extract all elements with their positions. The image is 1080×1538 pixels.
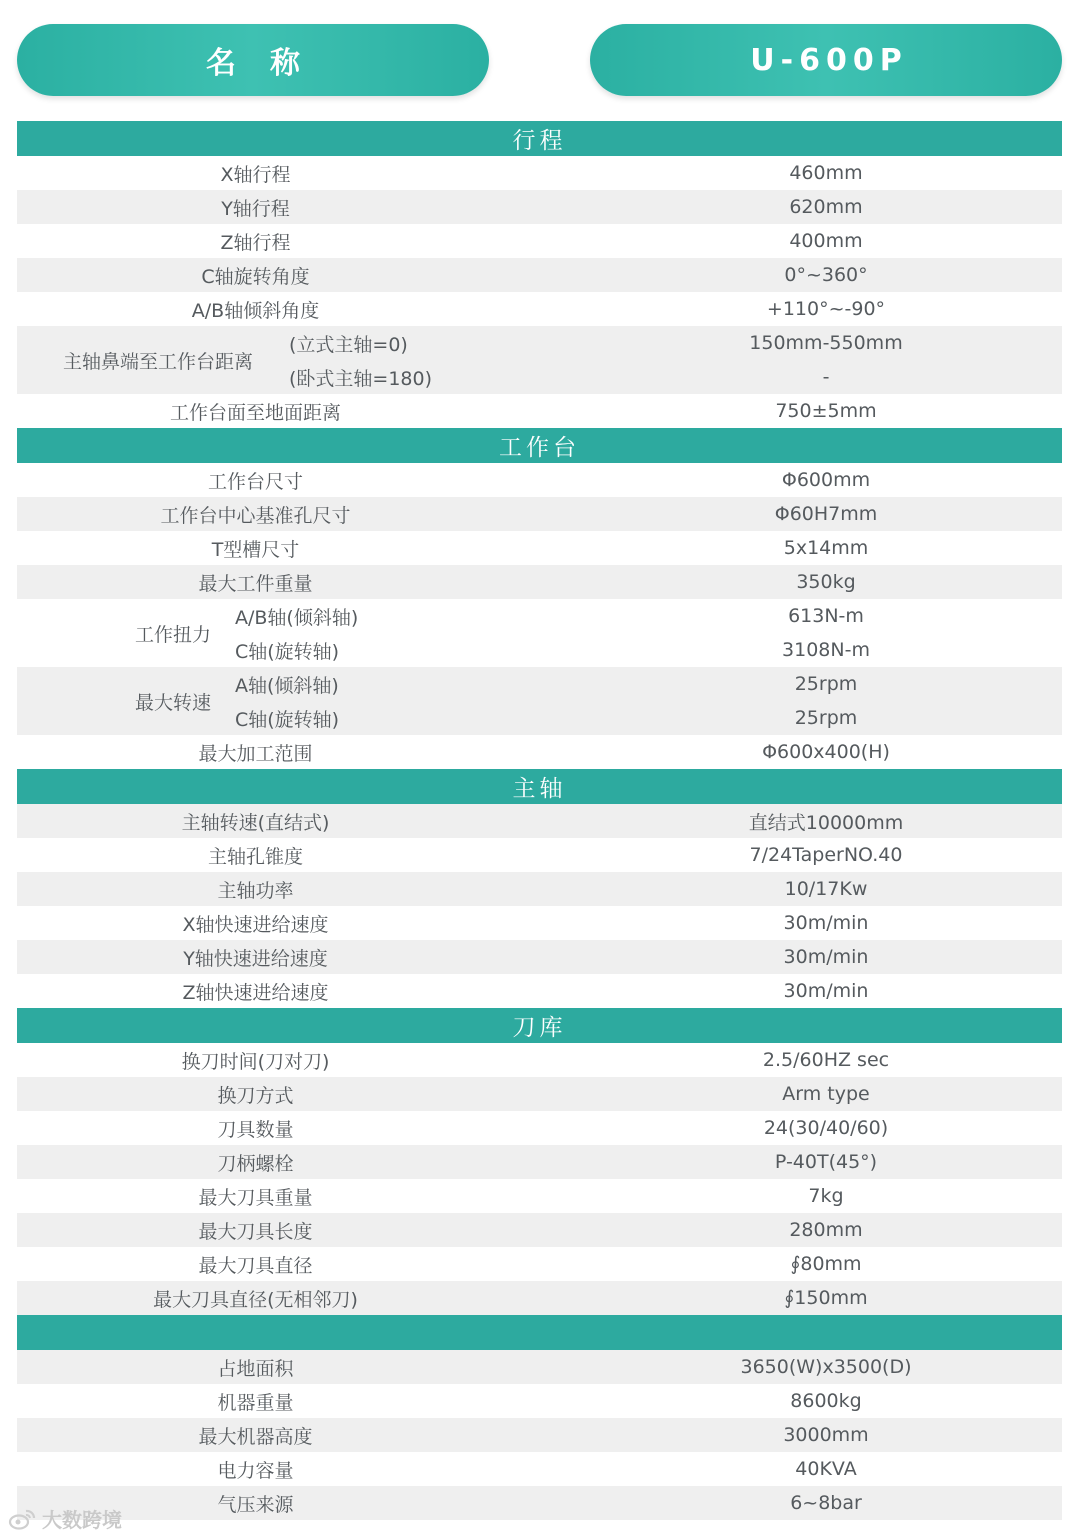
- section-header-travel: 行程: [17, 121, 1062, 156]
- spec-value: 613N-m: [788, 605, 864, 627]
- spec-value: +110°~-90°: [766, 298, 886, 320]
- name-label: 名称: [206, 46, 334, 81]
- spec-row: [17, 565, 1062, 599]
- spec-row: [17, 1111, 1062, 1145]
- spec-value: 750±5mm: [775, 400, 877, 422]
- spec-label: 主轴转速(直结式): [181, 811, 330, 834]
- spec-value: 25rpm: [794, 707, 858, 729]
- spec-row: [17, 394, 1062, 428]
- spec-label: 气压来源: [217, 1493, 294, 1516]
- spec-label: X轴快速进给速度: [182, 913, 329, 936]
- spec-row: [17, 156, 1062, 190]
- spec-value: Φ600x400(H): [762, 741, 890, 763]
- spec-value: 400mm: [789, 230, 863, 252]
- weibo-logo-icon: [8, 1507, 38, 1531]
- spec-value: 3650(W)x3500(D): [740, 1356, 912, 1378]
- spec-value: Φ60H7mm: [774, 503, 878, 525]
- spec-value: 8600kg: [790, 1390, 862, 1412]
- spec-label: 最大刀具长度: [198, 1220, 313, 1243]
- spec-label: A/B轴倾斜角度: [191, 299, 320, 322]
- spec-value: 25rpm: [794, 673, 858, 695]
- section-header-worktable: 工作台: [17, 428, 1062, 463]
- spec-row: [17, 804, 1062, 838]
- spec-label: 最大工件重量: [198, 572, 313, 595]
- spec-value: 3000mm: [783, 1424, 869, 1446]
- spec-label: 主轴功率: [217, 879, 294, 902]
- spec-row: [17, 497, 1062, 531]
- spec-row: [17, 224, 1062, 258]
- spec-row: [17, 1452, 1062, 1486]
- spec-label: 机器重量: [217, 1391, 294, 1414]
- spec-row: [17, 190, 1062, 224]
- spec-row: [17, 735, 1062, 769]
- spec-value: Arm type: [782, 1083, 870, 1105]
- spec-value: 6~8bar: [790, 1492, 862, 1514]
- spec-label: 工作台面至地面距离: [169, 401, 341, 424]
- spec-label: 刀具数量: [217, 1118, 294, 1141]
- spec-value: Φ600mm: [781, 469, 871, 491]
- spec-row: [17, 1247, 1062, 1281]
- group-sub-label: A/B轴(倾斜轴): [235, 606, 359, 629]
- watermark-text: 大数跨境: [42, 1508, 122, 1532]
- spec-group-spindle-nose: [17, 326, 1062, 394]
- spec-row: [17, 1350, 1062, 1384]
- spec-value: 5x14mm: [783, 537, 869, 559]
- spec-row: [17, 1179, 1062, 1213]
- spec-label: 最大刀具重量: [198, 1186, 313, 1209]
- spec-label: 工作台尺寸: [207, 470, 303, 493]
- group-sub-label: A轴(倾斜轴): [235, 674, 339, 697]
- watermark: [8, 1504, 122, 1533]
- spec-value: 3108N-m: [782, 639, 870, 661]
- spec-label: 最大机器高度: [198, 1425, 313, 1448]
- spec-value: 460mm: [789, 162, 863, 184]
- spec-row: [17, 1281, 1062, 1315]
- spec-row: [17, 258, 1062, 292]
- spec-row: [17, 1145, 1062, 1179]
- spec-row: [17, 1418, 1062, 1452]
- spec-value: -: [822, 366, 830, 388]
- spec-row: [17, 1486, 1062, 1520]
- spec-value: 40KVA: [795, 1458, 857, 1480]
- spec-row: [17, 906, 1062, 940]
- group-sub-label: (立式主轴=0): [289, 333, 408, 356]
- spec-label: 刀柄螺栓: [217, 1152, 294, 1175]
- spec-label: 最大刀具直径(无相邻刀): [153, 1288, 358, 1311]
- spec-label: Z轴快速进给速度: [182, 981, 329, 1004]
- group-label: 最大转速: [135, 691, 212, 714]
- spec-label: 最大刀具直径: [198, 1254, 313, 1277]
- model-header-pill: [590, 24, 1062, 96]
- spec-label: X轴行程: [220, 163, 291, 186]
- spec-row: [17, 1043, 1062, 1077]
- spec-value: 30m/min: [783, 912, 869, 934]
- spec-row: [17, 1077, 1062, 1111]
- spec-row: [17, 531, 1062, 565]
- spec-label: T型槽尺寸: [211, 538, 300, 561]
- model-label: U-600P: [750, 42, 908, 78]
- spec-value: 30m/min: [783, 980, 869, 1002]
- spec-label: 电力容量: [217, 1459, 294, 1482]
- spec-value: 150mm-550mm: [749, 332, 903, 354]
- group-sub-label: C轴(旋转轴): [235, 640, 340, 663]
- spec-label: 换刀方式: [217, 1084, 294, 1107]
- spec-group-max-speed: [17, 667, 1062, 735]
- spec-value: 350kg: [796, 571, 856, 593]
- spec-row: [17, 940, 1062, 974]
- group-sub-label: (卧式主轴=180): [289, 367, 433, 390]
- spec-label: 占地面积: [217, 1357, 294, 1380]
- spec-value: 24(30/40/60): [763, 1117, 889, 1139]
- spec-value: 620mm: [789, 196, 863, 218]
- section-header-machine: [17, 1315, 1062, 1350]
- spec-label: 工作台中心基准孔尺寸: [160, 504, 351, 527]
- spec-group-torque: [17, 599, 1062, 667]
- group-sub-label: C轴(旋转轴): [235, 708, 340, 731]
- spec-value: ∮150mm: [784, 1287, 868, 1309]
- spec-value: 7/24TaperNO.40: [749, 844, 903, 866]
- group-label: 主轴鼻端至工作台距离: [63, 350, 254, 373]
- spec-row: [17, 1213, 1062, 1247]
- spec-label: 主轴孔锥度: [207, 845, 303, 868]
- spec-value: 30m/min: [783, 946, 869, 968]
- spec-value: 2.5/60HZ sec: [762, 1049, 890, 1071]
- spec-label: Y轴快速进给速度: [183, 947, 328, 970]
- spec-value: ∮80mm: [790, 1253, 862, 1275]
- spec-label: Z轴行程: [220, 231, 291, 254]
- spec-label: Y轴行程: [221, 197, 290, 220]
- section-header-magazine: 刀库: [17, 1008, 1062, 1043]
- spec-value: 10/17Kw: [784, 878, 868, 900]
- spec-value: 直结式10000mm: [748, 811, 904, 834]
- name-header-pill: [17, 24, 489, 96]
- spec-table: [17, 121, 1062, 1520]
- spec-value: P-40T(45°): [774, 1151, 878, 1173]
- section-header-spindle: 主轴: [17, 769, 1062, 804]
- spec-value: 0°~360°: [784, 264, 868, 286]
- spec-row: [17, 872, 1062, 906]
- spec-label: C轴旋转角度: [201, 265, 310, 288]
- spec-value: 7kg: [808, 1185, 844, 1207]
- spec-row: [17, 1384, 1062, 1418]
- spec-row: [17, 463, 1062, 497]
- spec-label: 换刀时间(刀对刀): [181, 1050, 330, 1073]
- spec-row: [17, 974, 1062, 1008]
- group-label: 工作扭力: [135, 623, 212, 646]
- spec-row: [17, 292, 1062, 326]
- spec-value: 280mm: [789, 1219, 863, 1241]
- spec-row: [17, 838, 1062, 872]
- spec-label: 最大加工范围: [198, 742, 313, 765]
